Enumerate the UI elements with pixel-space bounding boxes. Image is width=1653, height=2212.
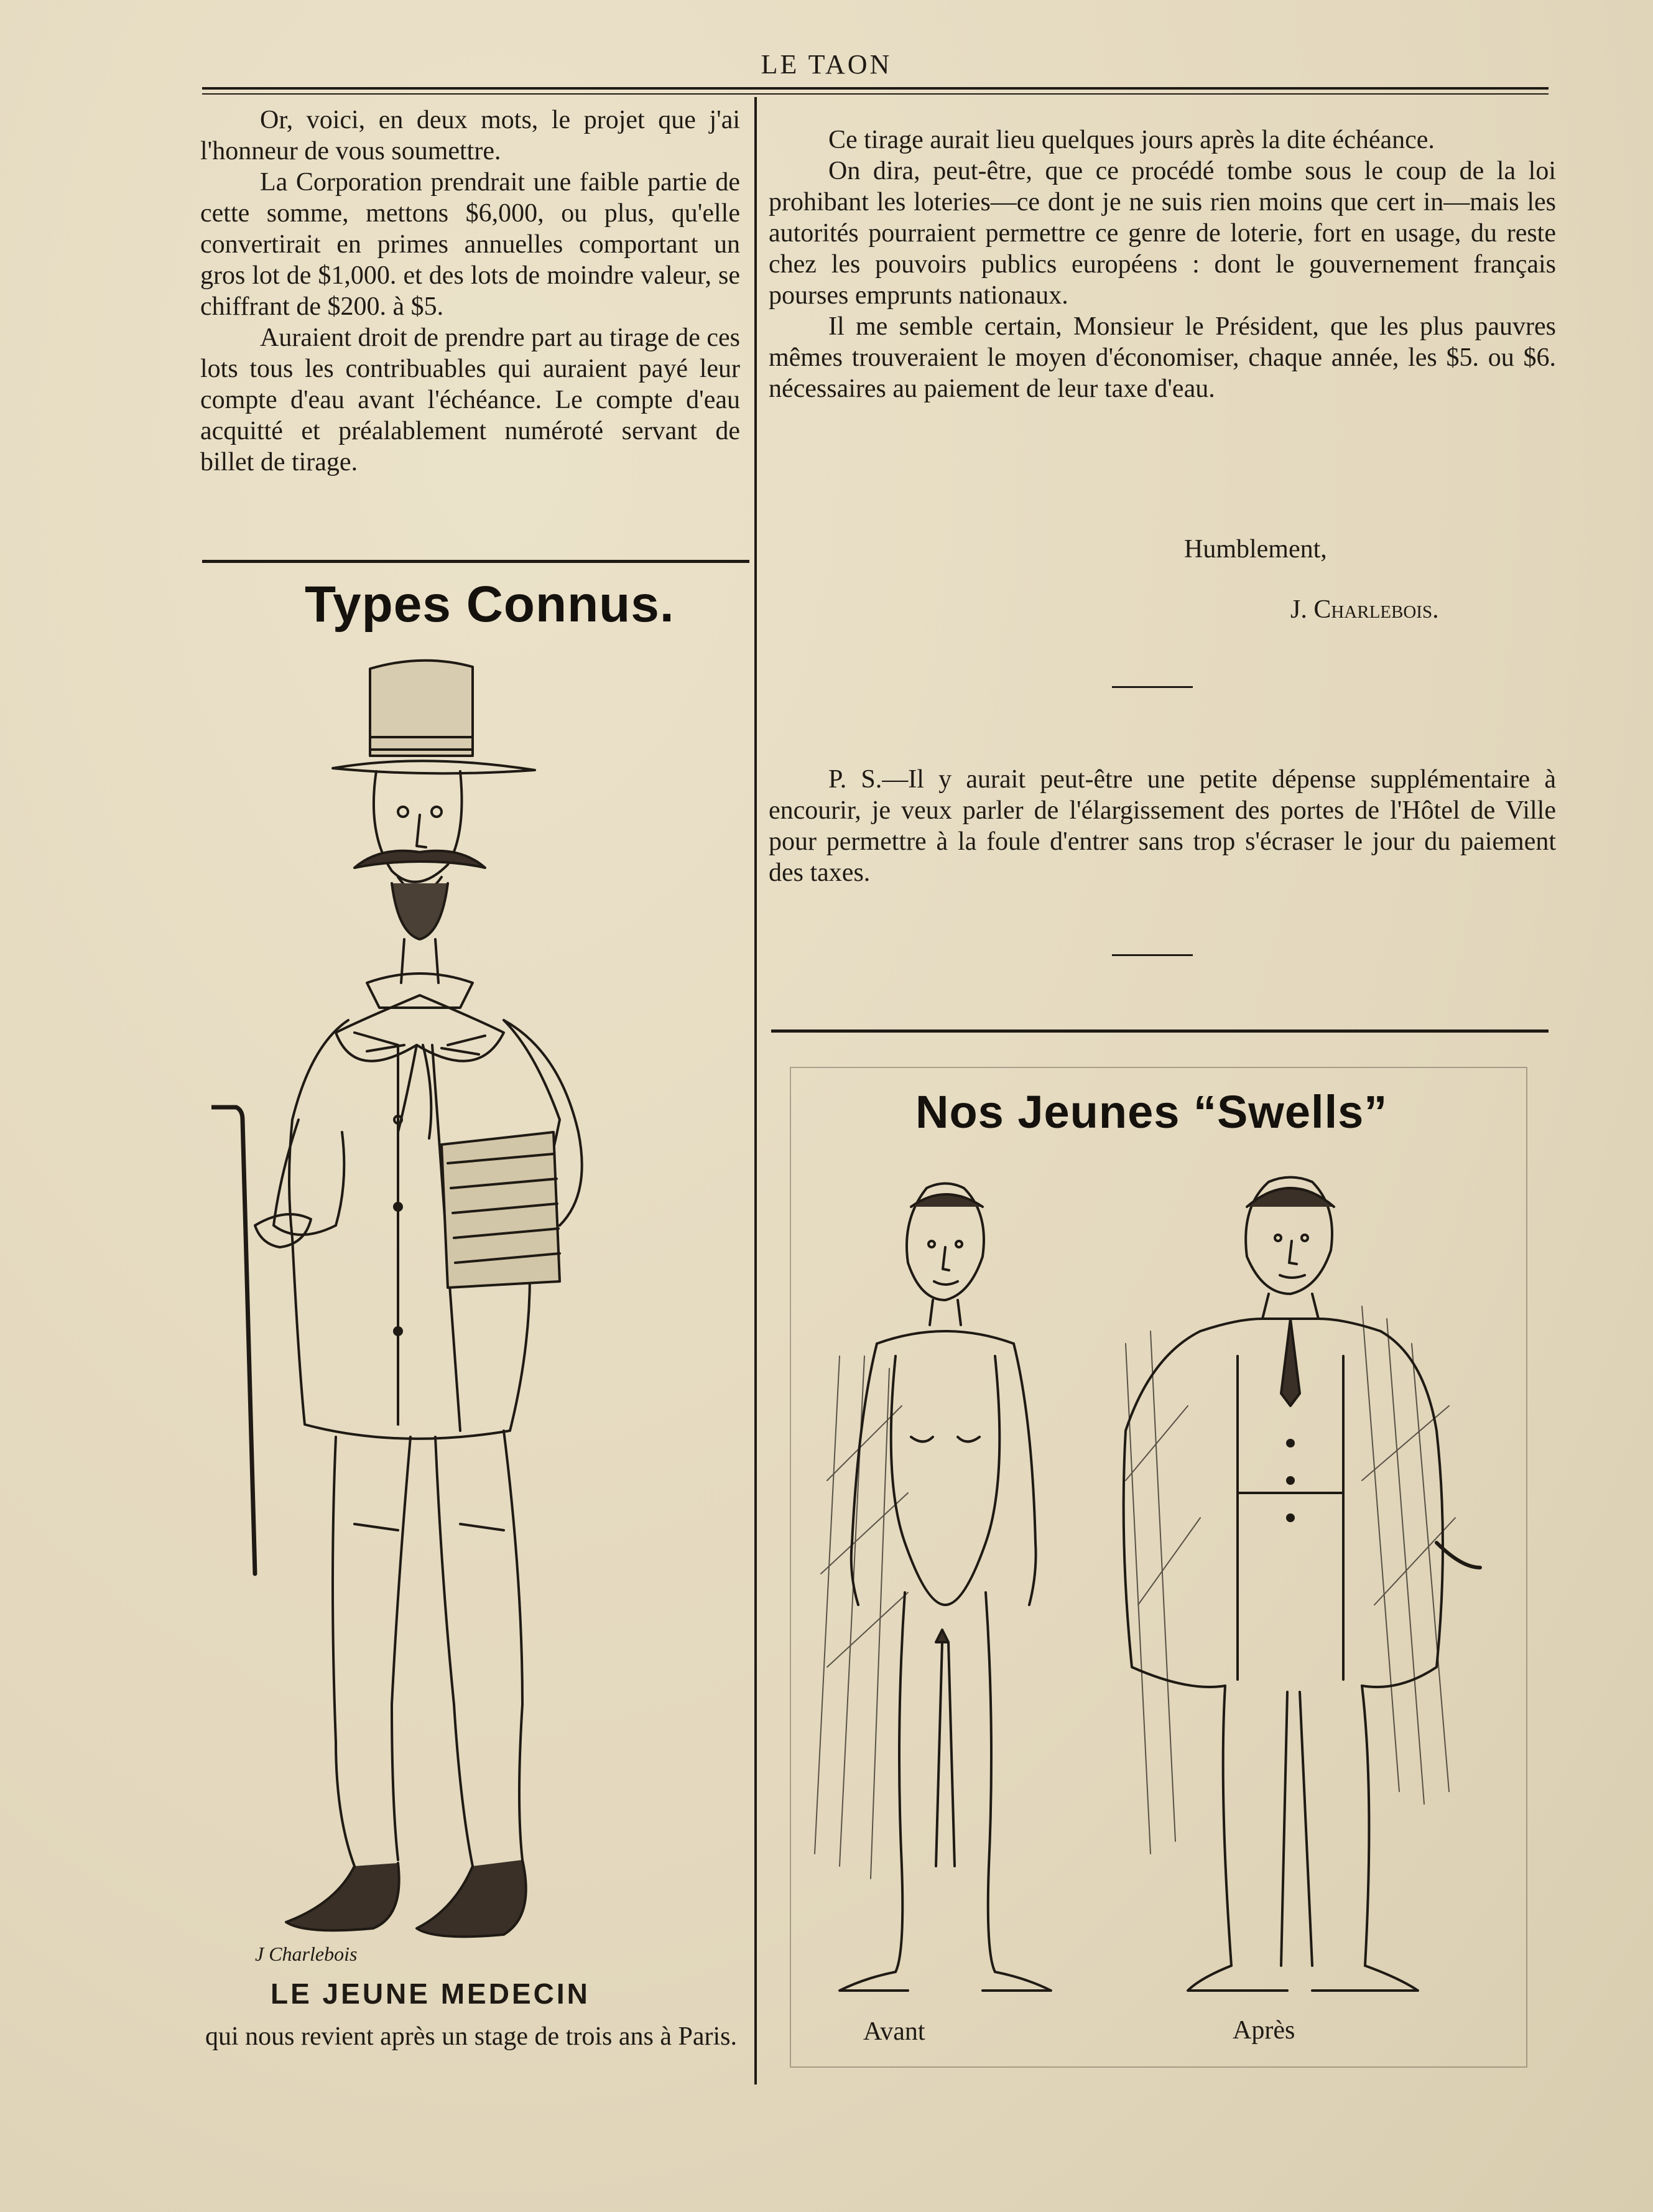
paragraph: Il me semble certain, Monsieur le Président, que les plus pauvres mêmes trouveraient le moyen d'économiser, chaque année, les $5. ou $6. nécessaires au paiement de leur taxe d'eau. — [769, 312, 1556, 403]
paragraph: Or, voici, en deux mots, le projet que j'ai l'honneur de vous soumettre. — [200, 106, 740, 165]
paragraph: Auraient droit de prendre part au tirage de ces lots tous les contribuables qui auraient payé leur compte d'eau avant l'échéance. Le compte d'eau acquitté et préalablement numéroté servant de billet de tirage. — [200, 323, 740, 476]
letter-signature: J. Charlebois. — [1290, 595, 1439, 624]
section-rule-left — [202, 560, 749, 563]
paragraph: Ce tirage aurait lieu quelques jours après la dite échéance. — [828, 126, 1435, 154]
column-divider — [754, 97, 757, 2084]
postscript: P. S.—Il y aurait peut-être une petite dépense supplémentaire à encourir, je veux parler de l'élargissement des portes de l'Hôtel de Ville pour permettre à la foule d'entrer sans trop s'écraser le jour du paiement des taxes. — [769, 765, 1556, 887]
paragraph: On dira, peut-être, que ce procédé tombe sous le coup de la loi prohibant les loteries—ce dont je ne suis rien moins que cert in—mais les autorités pourraient permettre ce genre de loterie, fort en usage, du reste chez les pouvoirs publics européens : dont le gouvernement français pourses emprunts nationaux. — [769, 157, 1556, 310]
section-rule-right — [771, 1029, 1549, 1033]
artist-signature-left: J Charlebois — [255, 1943, 358, 1965]
label-after: Après — [1233, 2016, 1295, 2045]
header-rule-top — [202, 87, 1549, 90]
young-doctor-illustration — [211, 647, 746, 1966]
short-divider — [1112, 686, 1193, 688]
cartoon-heading-left: Types Connus. — [305, 576, 675, 633]
running-head: LE TAON — [761, 49, 892, 80]
label-before: Avant — [863, 2017, 925, 2046]
letter-closing: Humblement, — [1184, 535, 1327, 564]
left-column-text — [200, 105, 740, 478]
paragraph: La Corporation prendrait une faible partie de cette somme, mettons $6,000, ou plus, qu'elle convertirait en primes annuelles comportant un gros lot de $1,000. et des lots de moindre valeur, se chiffrant de $200. à $5. — [200, 168, 740, 321]
right-column-text — [769, 124, 1556, 404]
caption-text-left: qui nous revient après un stage de trois ans à Paris. — [205, 2022, 737, 2051]
cartoon-heading-right: Nos Jeunes “Swells” — [915, 1086, 1388, 1138]
header-rule-bottom — [202, 93, 1549, 95]
postscript-text — [769, 764, 1556, 888]
swells-illustration — [802, 1169, 1517, 2003]
short-divider — [1112, 954, 1193, 956]
caption-title-left: LE JEUNE MEDECIN — [271, 1977, 590, 2010]
